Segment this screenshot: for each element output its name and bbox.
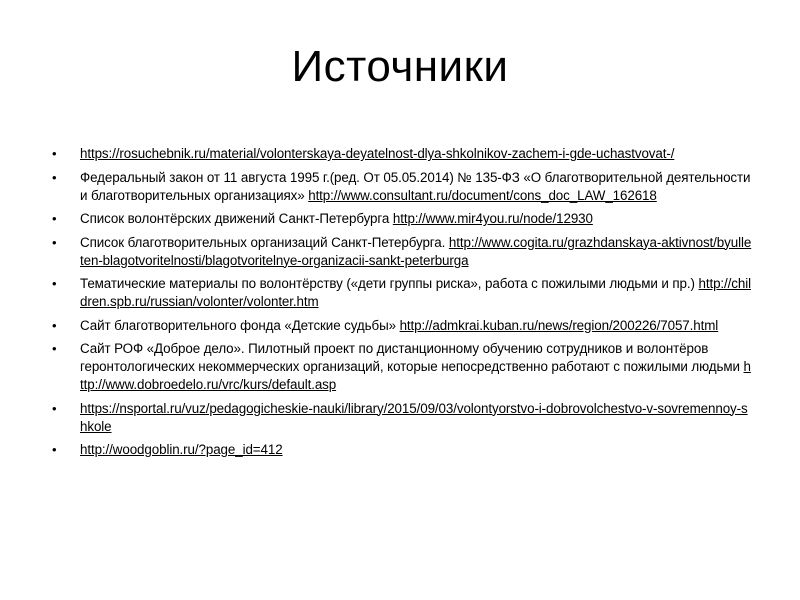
source-link[interactable]: https://nsportal.ru/vuz/pedagogicheskie-nauki/library/2015/09/03/volontyorstvo-i-dobrovolchestvo-v-sovremennoy-shkole (80, 400, 748, 434)
bullet-icon: • (52, 234, 57, 250)
source-description: Федеральный закон от 11 августа 1995 г.(ред. От 05.05.2014) № 135-ФЗ «О благотворительной деятельности и благотворительных организациях» (80, 169, 751, 203)
source-description: Сайт благотворительного фонда «Детские судьбы» (80, 317, 396, 333)
bullet-icon: • (52, 341, 57, 356)
bullet-icon: • (52, 211, 57, 226)
list-item (52, 234, 752, 270)
source-description: Список волонтёрских движений Санкт-Петербурга (80, 211, 390, 226)
page-title: Источники (291, 42, 509, 91)
bullet-icon: • (52, 400, 57, 416)
sources-list (52, 145, 752, 465)
bullet-icon: • (52, 276, 57, 291)
source-link[interactable]: http://www.consultant.ru/document/cons_doc_LAW_162618 (308, 187, 657, 203)
list-item (52, 340, 752, 394)
list-item (52, 441, 752, 459)
list-item (52, 169, 752, 205)
list-item (52, 400, 752, 436)
source-link[interactable]: http://www.mir4you.ru/node/12930 (392, 211, 593, 226)
source-link[interactable]: http://admkrai.kuban.ru/news/region/200226/7057.html (399, 317, 719, 333)
bullet-icon: • (52, 169, 57, 185)
source-description: Сайт РОФ «Доброе дело». Пилотный проект по дистанционному обучению сотрудников и волонтёров геронтологических некоммерческих организаций, которые непосредственно работают с пожилыми людьми (80, 341, 744, 374)
source-link[interactable]: http://woodgoblin.ru/?page_id=412 (80, 442, 283, 457)
bullet-icon: • (52, 317, 57, 333)
bullet-icon: • (52, 442, 57, 457)
list-item (52, 145, 752, 163)
source-link[interactable]: https://rosuchebnik.ru/material/volonterskaya-deyatelnost-dlya-shkolnikov-zachem-i-gde-uchastvovat-/ (80, 146, 675, 161)
list-item (52, 210, 752, 228)
source-link[interactable]: http://www.dobroedelo.ru/vrc/kurs/default.asp (80, 359, 751, 392)
source-description: Тематические материалы по волонтёрству («дети группы риска», работа с пожилыми людьми и пр.) (80, 276, 695, 291)
list-item (52, 275, 752, 311)
source-description: Список благотворительных организаций Санкт-Петербурга. (80, 234, 446, 250)
source-link[interactable]: http://children.spb.ru/russian/volonter/volonter.htm (80, 276, 751, 309)
list-item (52, 317, 752, 335)
bullet-icon: • (52, 146, 57, 161)
source-link[interactable]: http://www.cogita.ru/grazhdanskaya-aktivnost/byulleten-blagotvoritelnosti/blagotvoritelnye-organizacii-sankt-peterburga (80, 234, 752, 268)
